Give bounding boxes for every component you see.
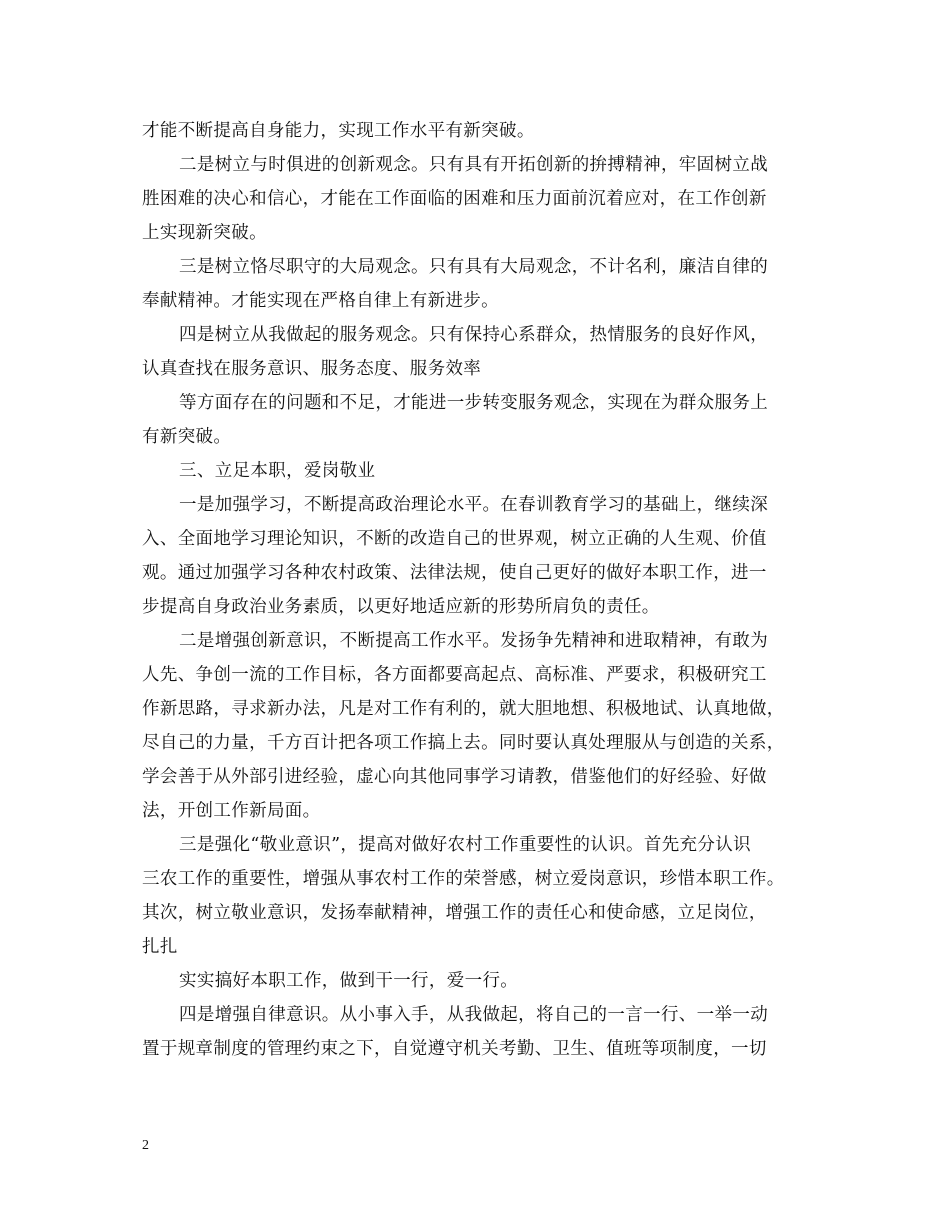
text-line: 三农工作的重要性，增强从事农村工作的荣誉感，树立爱岗意识，珍惜本职工作。 <box>142 869 785 889</box>
text-line: 四是增强自律意识。从小事入手，从我做起，将自己的一言一行、一举一动 <box>179 1005 769 1025</box>
text-line: 三是树立恪尽职守的大局观念。只有具有大局观念，不计名利，廉洁自律的 <box>179 257 769 277</box>
text-line: 作新思路，寻求新办法，凡是对工作有利的，就大胆地想、积极地试、认真地做， <box>142 699 785 719</box>
text-line: 其次，树立敬业意识，发扬奉献精神，增强工作的责任心和使命感，立足岗位， <box>142 903 767 923</box>
text-line: 二是增强创新意识，不断提高工作水平。发扬争先精神和进取精神，有敢为 <box>179 631 769 651</box>
text-line: 法，开创工作新局面。 <box>142 801 321 821</box>
text-line: 尽自己的力量，千方百计把各项工作搞上去。同时要认真处理服从与创造的关系， <box>142 733 785 753</box>
text-line: 三、立足本职，爱岗敬业 <box>179 461 376 481</box>
text-line: 扎扎 <box>142 937 178 957</box>
text-line: 人先、争创一流的工作目标，各方面都要高起点、高标准、严要求，积极研究工 <box>142 665 767 685</box>
text-line: 上实现新突破。 <box>142 223 267 243</box>
text-line: 三是强化“敬业意识”，提高对做好农村工作重要性的认识。首先充分认识 <box>179 835 751 855</box>
text-line: 四是树立从我做起的服务观念。只有保持心系群众，热情服务的良好作风， <box>179 325 769 345</box>
text-line: 一是加强学习，不断提高政治理论水平。在春训教育学习的基础上，继续深 <box>179 495 769 515</box>
text-line: 置于规章制度的管理约束之下，自觉遵守机关考勤、卫生、值班等项制度，一切 <box>142 1039 767 1059</box>
text-line: 学会善于从外部引进经验，虚心向其他同事学习请教，借鉴他们的好经验、好做 <box>142 767 767 787</box>
document-body <box>142 114 817 1066</box>
text-line: 实实搞好本职工作，做到干一行，爱一行。 <box>179 971 519 991</box>
text-line: 步提高自身政治业务素质，以更好地适应新的形势所肩负的责任。 <box>142 597 660 617</box>
text-line: 胜困难的决心和信心，才能在工作面临的困难和压力面前沉着应对，在工作创新 <box>142 189 767 209</box>
page-number: 2 <box>142 1138 149 1153</box>
text-line: 二是树立与时俱进的创新观念。只有具有开拓创新的拚搏精神，牢固树立战 <box>179 155 769 175</box>
text-line: 等方面存在的问题和不足，才能进一步转变服务观念，实现在为群众服务上 <box>179 393 769 413</box>
text-line: 认真查找在服务意识、服务态度、服务效率 <box>142 359 482 379</box>
text-line: 有新突破。 <box>142 427 232 447</box>
text-line: 才能不断提高自身能力，实现工作水平有新突破。 <box>142 121 535 141</box>
text-line: 奉献精神。才能实现在严格自律上有新进步。 <box>142 291 499 311</box>
text-line: 入、全面地学习理论知识，不断的改造自己的世界观，树立正确的人生观、价值 <box>142 529 767 549</box>
text-line: 观。通过加强学习各种农村政策、法律法规，使自己更好的做好本职工作，进一 <box>142 563 767 583</box>
